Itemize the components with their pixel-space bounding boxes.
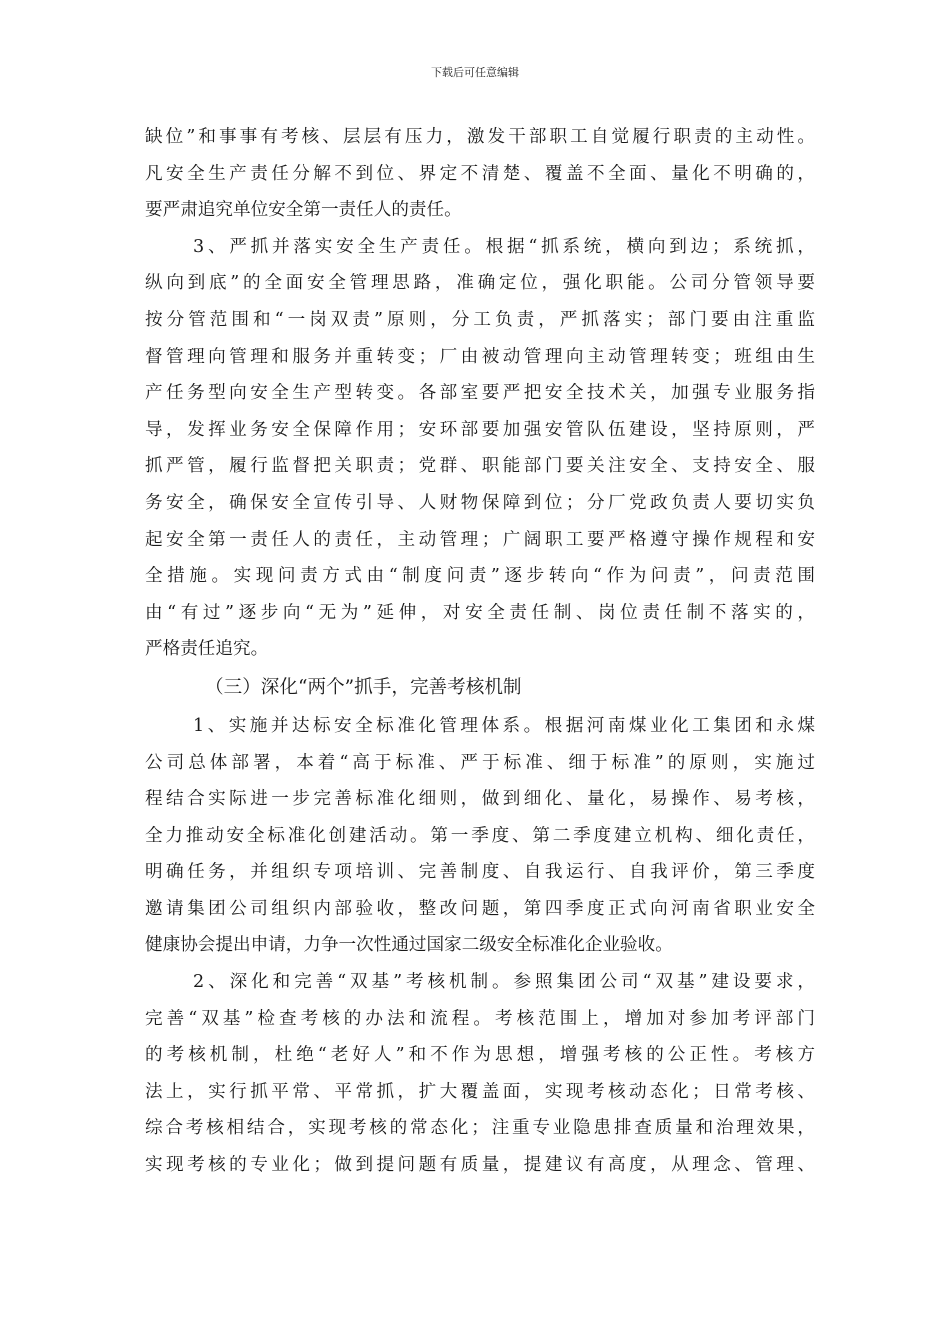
text-line: 按分管范围和“一岗双责”原则，分工负责，严抓落实；部门要由注重监 xyxy=(145,309,815,330)
document-body xyxy=(145,119,815,1184)
text-line: 产任务型向安全生产型转变。各部室要严把安全技术关，加强专业服务指 xyxy=(145,383,815,404)
text-line: 由“有过”逐步向“无为”延伸，对安全责任制、岗位责任制不落实的， xyxy=(145,602,815,623)
text-line: 综合考核相结合，实现考核的常态化；注重专业隐患排查质量和治理效果， xyxy=(145,1118,815,1139)
text-line: 全力推动安全标准化创建活动。第一季度、第二季度建立机构、细化责任， xyxy=(145,825,815,846)
text-line: 邀请集团公司组织内部验收，整改问题，第四季度正式向河南省职业安全 xyxy=(145,898,815,919)
text-line: 实现考核的专业化；做到提问题有质量，提建议有高度，从理念、管理、 xyxy=(145,1155,815,1176)
text-line: 凡安全生产责任分解不到位、界定不清楚、覆盖不全面、量化不明确的， xyxy=(145,163,815,184)
paragraph-start-line: 1、实施并达标安全标准化管理体系。根据河南煤业化工集团和永煤 xyxy=(193,715,815,736)
text-line: 抓严管，履行监督把关职责；党群、职能部门要关注安全、支持安全、服 xyxy=(145,456,815,477)
text-line: 法上，实行抓平常、平常抓，扩大覆盖面，实现考核动态化；日常考核、 xyxy=(145,1081,815,1102)
text-line: 要严肃追究单位安全第一责任人的责任。 xyxy=(145,200,462,221)
paragraph-start-line: 3、严抓并落实安全生产责任。根据“抓系统，横向到边；系统抓， xyxy=(193,236,815,257)
text-line: 督管理向管理和服务并重转变；厂由被动管理向主动管理转变；班组由生 xyxy=(145,346,815,367)
text-line: 程结合实际进一步完善标准化细则，做到细化、量化，易操作、易考核， xyxy=(145,789,815,810)
text-line: 完善“双基”检查考核的办法和流程。考核范围上，增加对参加考评部门 xyxy=(145,1008,815,1029)
text-line: 导，发挥业务安全保障作用；安环部要加强安管队伍建设，坚持原则，严 xyxy=(145,419,815,440)
text-line: 公司总体部署，本着“高于标准、严于标准、细于标准”的原则，实施过 xyxy=(145,752,815,773)
section-heading: （三）深化“两个”抓手，完善考核机制 xyxy=(205,676,522,698)
text-line: 健康协会提出申请，力争一次性通过国家二级安全标准化企业验收。 xyxy=(145,935,673,956)
text-line: 务安全，确保安全宣传引导、人财物保障到位；分厂党政负责人要切实负 xyxy=(145,492,815,513)
page-header: 下载后可任意编辑 xyxy=(431,66,519,79)
text-line: 起安全第一责任人的责任，主动管理；广阔职工要严格遵守操作规程和安 xyxy=(145,529,815,550)
text-line: 的考核机制，杜绝“老好人”和不作为思想，增强考核的公正性。考核方 xyxy=(145,1045,815,1066)
text-line: 纵向到底”的全面安全管理思路，准确定位，强化职能。公司分管领导要 xyxy=(145,273,815,294)
text-line: 明确任务，并组织专项培训、完善制度、自我运行、自我评价，第三季度 xyxy=(145,862,815,883)
text-line: 全措施。实现问责方式由“制度问责”逐步转向“作为问责”，问责范围 xyxy=(145,566,815,587)
text-line: 缺位”和事事有考核、层层有压力，激发干部职工自觉履行职责的主动性。 xyxy=(145,127,815,147)
text-line: 严格责任追究。 xyxy=(145,639,269,660)
paragraph-start-line: 2、深化和完善“双基”考核机制。参照集团公司“双基”建设要求， xyxy=(193,972,815,993)
